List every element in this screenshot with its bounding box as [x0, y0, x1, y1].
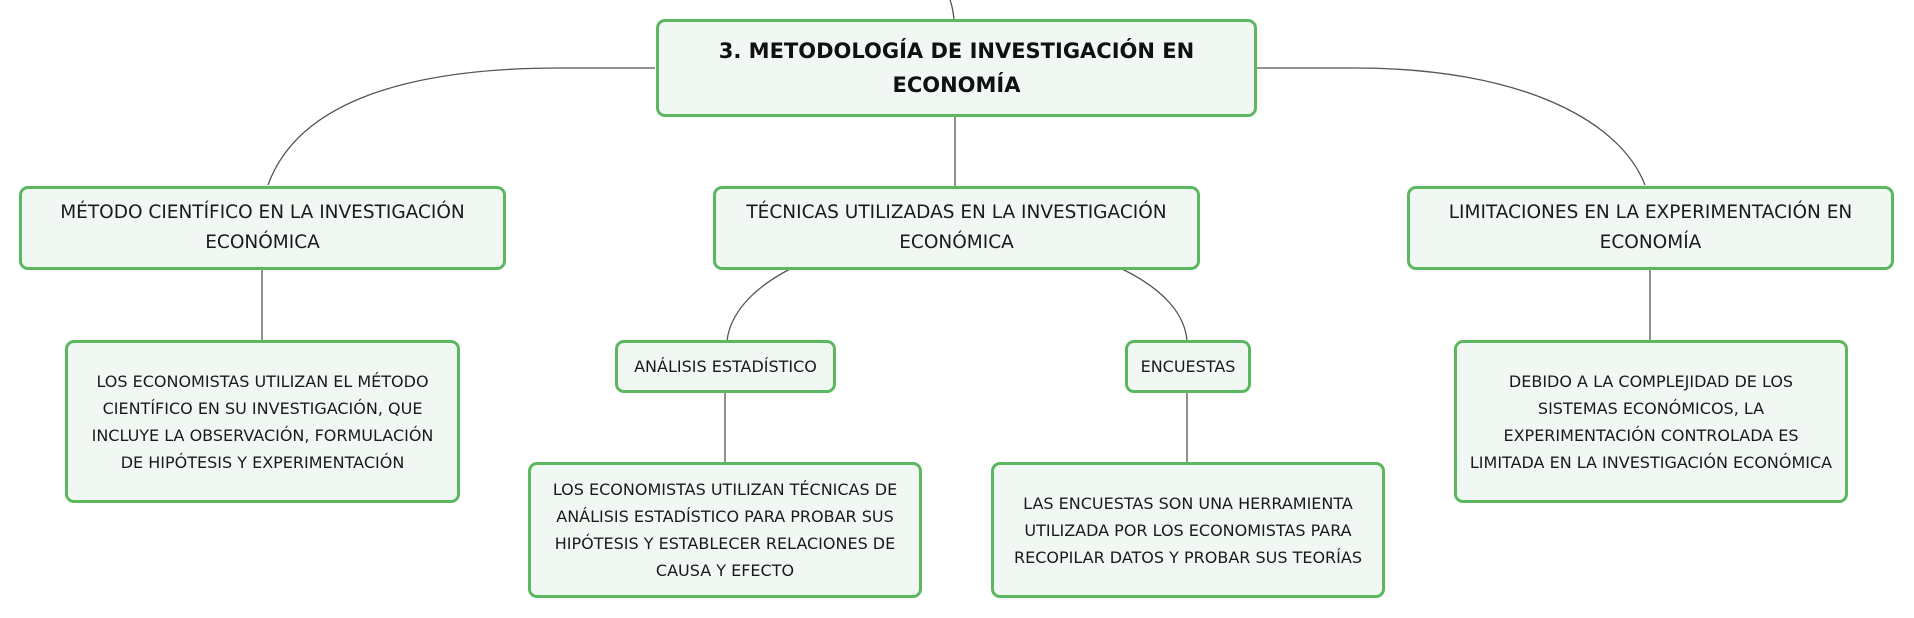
- statistics-label: ANÁLISIS ESTADÍSTICO: [634, 356, 817, 376]
- connector-root-limitations: [1255, 68, 1645, 185]
- connector-root-method: [268, 68, 655, 185]
- root-topic-node[interactable]: [656, 19, 1257, 117]
- statistics-node[interactable]: [615, 340, 836, 393]
- branch-techniques-node[interactable]: [713, 186, 1200, 270]
- surveys-detail-text: LAS ENCUESTAS SON UNA HERRAMIENTA UTILIZADA POR LOS ECONOMISTAS PARA RECOPILAR DATOS Y PROBAR SUS TEORÍAS: [1013, 493, 1362, 567]
- method-detail-text: LOS ECONOMISTAS UTILIZAN EL MÉTODO CIENTÍFICO EN SU INVESTIGACIÓN, QUE INCLUYE LA OBSERVACIÓN, FORMULACIÓN DE HIPÓTESIS Y EXPERIMENTACIÓN: [91, 371, 434, 472]
- statistics-detail-text: LOS ECONOMISTAS UTILIZAN TÉCNICAS DE ANÁLISIS ESTADÍSTICO PARA PROBAR SUS HIPÓTESIS Y ESTABLECER RELACIONES DE CAUSA Y EFECTO: [552, 480, 898, 580]
- method-detail-node[interactable]: [65, 340, 460, 503]
- limitations-detail-node[interactable]: [1454, 340, 1848, 503]
- branch-limitations-label: LIMITACIONES EN LA EXPERIMENTACIÓN EN ECONOMÍA: [1448, 202, 1853, 253]
- surveys-node[interactable]: [1125, 340, 1251, 393]
- surveys-label: ENCUESTAS: [1140, 356, 1236, 376]
- limitations-detail-text: DEBIDO A LA COMPLEJIDAD DE LOS SISTEMAS ECONÓMICOS, LA EXPERIMENTACIÓN CONTROLADA ES LIMITADA EN LA INVESTIGACIÓN ECONÓMICA: [1469, 371, 1833, 472]
- branch-method-label: MÉTODO CIENTÍFICO EN LA INVESTIGACIÓN ECONÓMICA: [60, 202, 465, 253]
- statistics-detail-node[interactable]: [528, 462, 922, 598]
- branch-techniques-label: TÉCNICAS UTILIZADAS EN LA INVESTIGACIÓN ECONÓMICA: [746, 202, 1167, 253]
- connector-techniques-surveys: [1122, 269, 1187, 341]
- branch-method-node[interactable]: [19, 186, 506, 270]
- connector-techniques-statistics: [727, 269, 790, 341]
- surveys-detail-node[interactable]: [991, 462, 1385, 598]
- connector-root-parent: [950, 0, 954, 20]
- root-topic-label: 3. METODOLOGÍA DE INVESTIGACIÓN EN ECONOMÍA: [718, 39, 1195, 97]
- branch-limitations-node[interactable]: [1407, 186, 1894, 270]
